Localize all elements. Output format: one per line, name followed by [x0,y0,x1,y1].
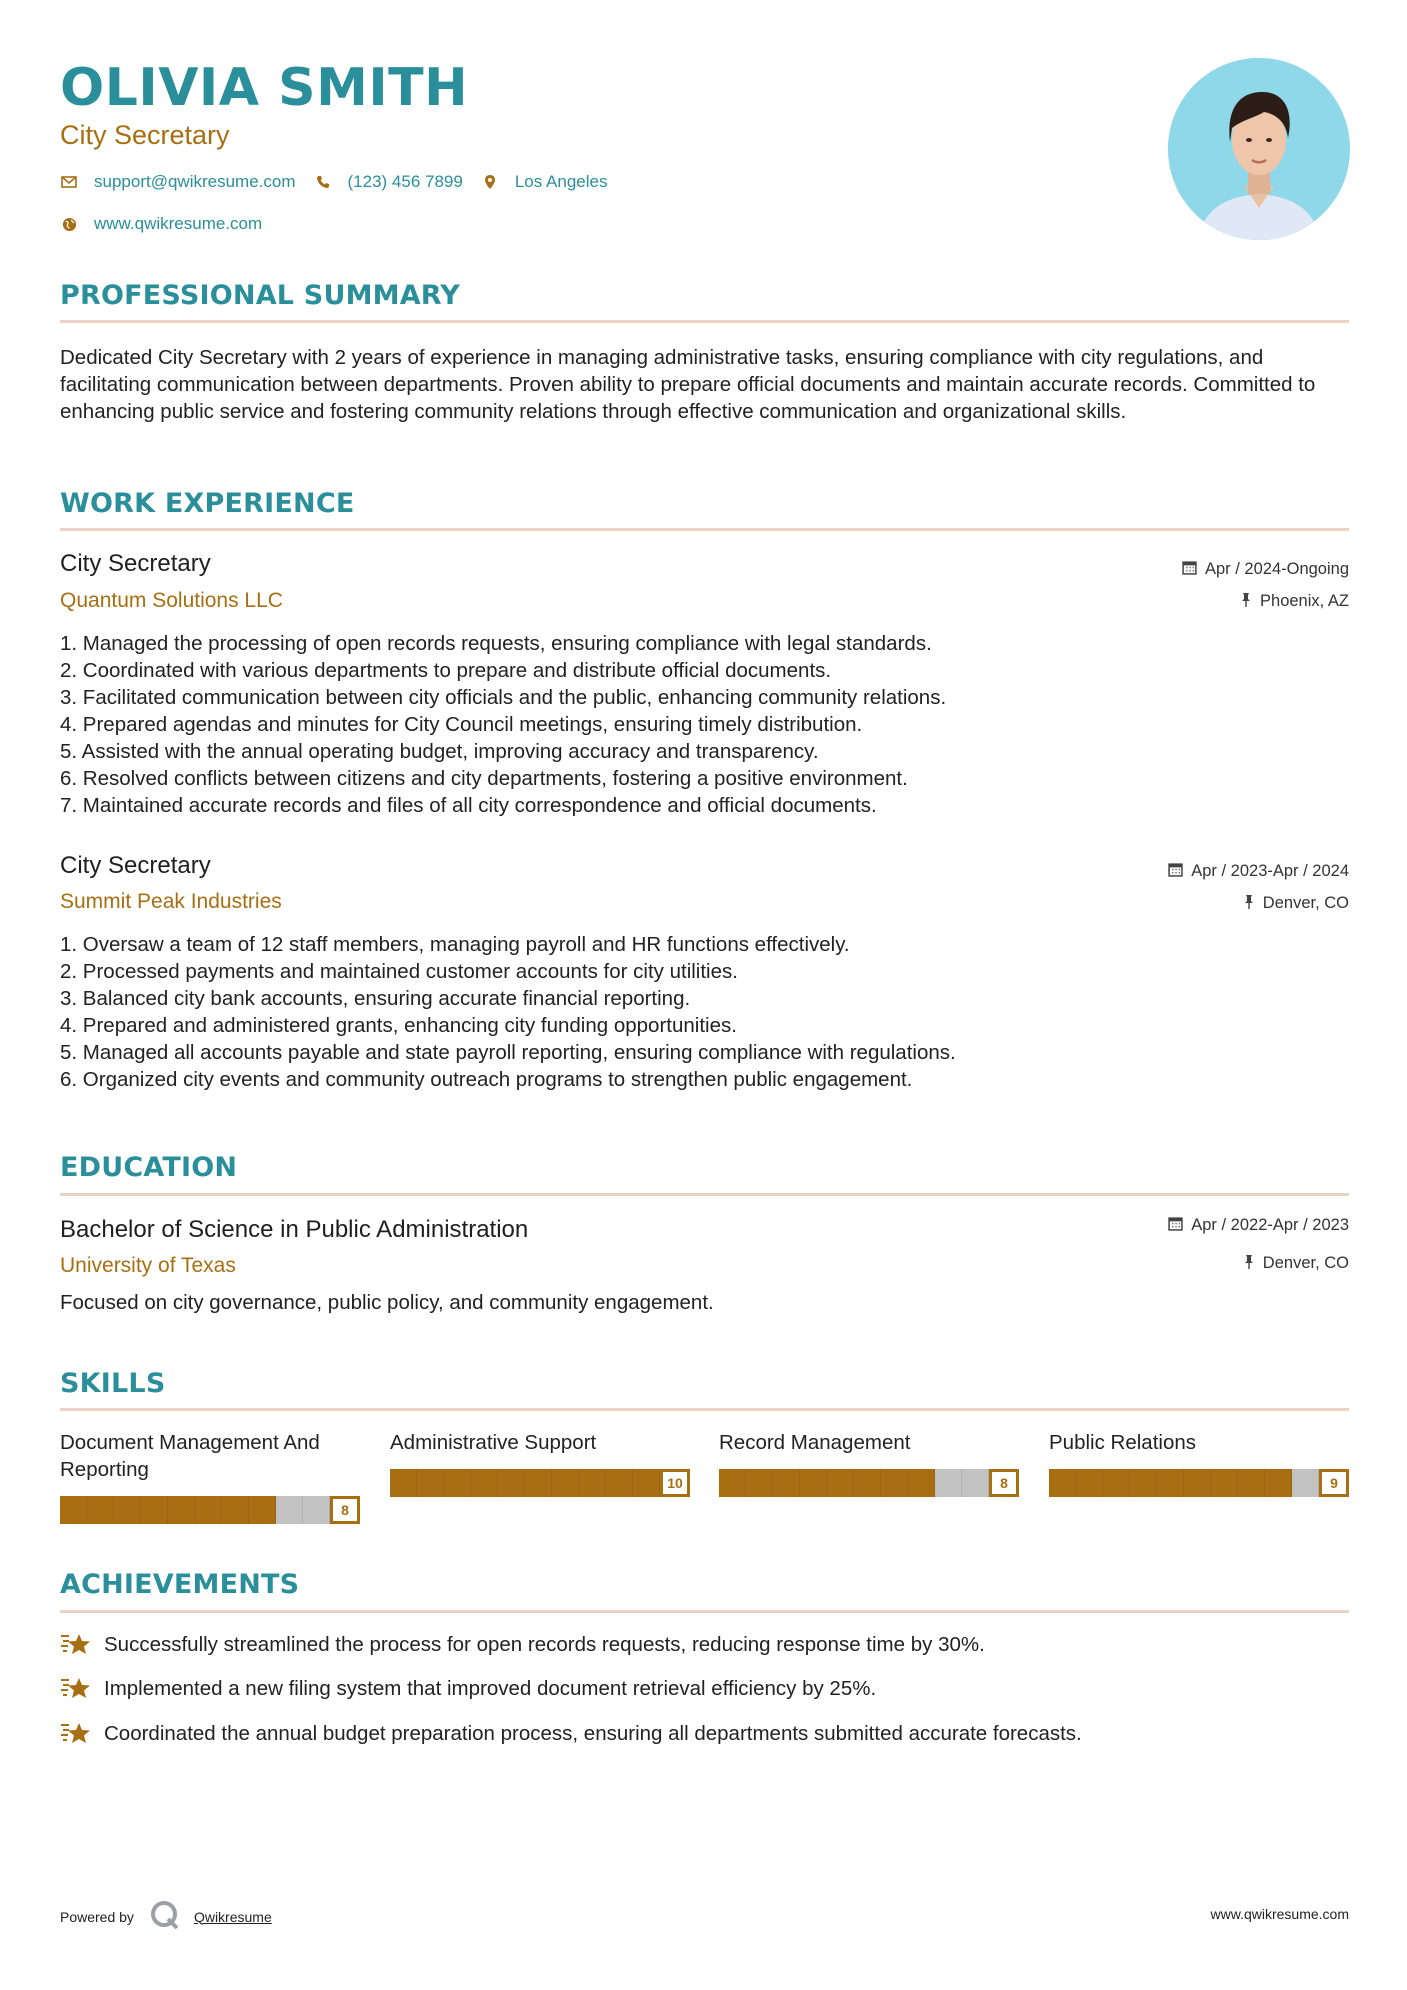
experience-divider [60,528,1349,531]
summary-text: Dedicated City Secretary with 2 years of experience in managing administrative tasks, ensuring compliance with city regulations, and facilitating communication between departments. Proven ability to prepare official documents and maintain accurate records. Committed to enhancing public service and fostering community relations through effective communication and organizational skills. [60,346,1316,423]
list-item: 5. Managed all accounts payable and state payroll reporting, ensuring compliance with regulations. [60,1041,956,1064]
calendar-icon [1168,1216,1183,1235]
skill-name: Administrative Support [390,1431,597,1454]
powered-by-label: Powered by [60,1908,134,1925]
skill-bar-segment [1292,1469,1319,1497]
phone-text: (123) 456 7899 [347,172,463,191]
skill-bar [1049,1469,1349,1497]
skill-bar-segment [417,1469,444,1497]
experience-heading: WORK EXPERIENCE [60,488,355,519]
school-name: University of Texas [60,1254,236,1277]
list-item: 2. Coordinated with various departments to prepare and distribute official documents. [60,659,832,682]
pin-icon [1243,1254,1255,1273]
footer-website[interactable]: www.qwikresume.com [1210,1906,1349,1922]
skill-bar-segment [1211,1469,1238,1497]
skill-bar-segment [746,1469,773,1497]
skill-bar-segment [908,1469,935,1497]
resume-page [60,0,1349,1990]
skill-level: 8 [330,1496,360,1524]
skill-bar-segment [276,1496,303,1524]
education-divider [60,1193,1349,1196]
job-2-dates [1168,862,1349,881]
list-item: 3. Balanced city bank accounts, ensuring accurate financial reporting. [60,987,691,1010]
job-2-title: City Secretary [60,852,211,879]
qwikresume-logo-icon [150,1900,180,1933]
skill-item [719,1429,1019,1491]
phone-icon [314,173,332,191]
skill-bar-rest [276,1496,330,1524]
website-text: www.qwikresume.com [94,214,263,233]
skill-bar-segment [800,1469,827,1497]
job-1-location-text: Phoenix, AZ [1260,592,1349,610]
job-2-location [1243,894,1349,913]
candidate-title: City Secretary [60,120,230,150]
list-item: 4. Prepared and administered grants, enhancing city funding opportunities. [60,1014,737,1037]
skill-level: 10 [660,1469,690,1497]
skill-bar-segment [498,1469,525,1497]
profile-photo [1168,58,1350,240]
skill-bar-segment [827,1469,854,1497]
summary-heading: PROFESSIONAL SUMMARY [60,280,461,311]
contact-phone[interactable] [314,172,463,192]
skill-bar-segment [854,1469,881,1497]
location-text: Los Angeles [514,172,608,191]
pin-icon [1240,592,1252,611]
skill-item [390,1429,690,1491]
job-2-company: Summit Peak Industries [60,890,282,913]
job-1-bullets [60,630,946,819]
skill-bar-segment [1157,1469,1184,1497]
skill-bar-segment [719,1469,746,1497]
contact-row-1 [60,172,625,192]
calendar-icon [1182,560,1197,579]
list-item: 4. Prepared agendas and minutes for City Council meetings, ensuring timely distribution. [60,713,863,736]
contact-row-2 [60,214,280,234]
skill-bar [719,1469,1019,1497]
achievements-divider [60,1610,1349,1613]
list-item: 6. Resolved conflicts between citizens and city departments, fostering a positive environment. [60,767,908,790]
job-1-location [1240,592,1349,611]
job-1-title: City Secretary [60,550,211,577]
candidate-name: OLIVIA SMITH [60,58,469,118]
skill-bar-segment [390,1469,417,1497]
skill-bar [390,1469,690,1497]
skill-bar-segment [87,1496,114,1524]
star-achievement-icon [60,1631,92,1659]
skill-bar-segment [962,1469,989,1497]
qwikresume-link[interactable]: Qwikresume [193,1908,272,1925]
skill-bar-segment [552,1469,579,1497]
calendar-icon [1168,862,1183,881]
star-achievement-icon [60,1675,92,1703]
job-1-company: Quantum Solutions LLC [60,589,283,612]
pin-icon [1243,894,1255,913]
education-dates-text: Apr / 2022-Apr / 2023 [1191,1216,1349,1234]
list-item: 1. Managed the processing of open records requests, ensuring compliance with legal standards. [60,632,932,655]
education-description: Focused on city governance, public policy, and community engagement. [60,1291,714,1314]
skill-bar-fill [719,1469,935,1497]
contact-location [481,172,608,192]
education-heading: EDUCATION [60,1152,238,1183]
skill-bar-segment [633,1469,660,1497]
skill-bar-segment [881,1469,908,1497]
list-item: 3. Facilitated communication between city officials and the public, enhancing community relations. [60,686,947,709]
skill-bar-segment [168,1496,195,1524]
skill-bar-rest [1292,1469,1319,1497]
job-1-dates [1182,560,1349,579]
skill-bar-fill [390,1469,660,1497]
skill-name: Public Relations [1049,1431,1196,1454]
skill-bar [60,1496,360,1524]
list-item: 5. Assisted with the annual operating budget, improving accuracy and transparency. [60,740,819,763]
skill-item [1049,1429,1349,1491]
degree-title: Bachelor of Science in Public Administration [60,1216,529,1243]
skill-bar-segment [1076,1469,1103,1497]
education-location-text: Denver, CO [1262,1254,1349,1272]
skills-divider [60,1408,1349,1411]
skill-bar-segment [606,1469,633,1497]
skill-bar-segment [249,1496,276,1524]
list-item: 7. Maintained accurate records and files of all city correspondence and official documents. [60,794,877,817]
skill-bar-segment [195,1496,222,1524]
skill-bar-segment [141,1496,168,1524]
skill-bar-segment [1238,1469,1265,1497]
achievement-text: Implemented a new filing system that improved document retrieval efficiency by 25%. [104,1677,877,1700]
job-2-bullets [60,931,956,1093]
skill-bar-segment [1130,1469,1157,1497]
list-item: 2. Processed payments and maintained customer accounts for city utilities. [60,960,738,983]
skill-bar-segment [114,1496,141,1524]
skills-heading: SKILLS [60,1368,166,1399]
globe-icon [60,215,78,233]
achievement-text: Successfully streamlined the process for open records requests, reducing response time by 30%. [104,1633,985,1656]
skill-name: Document Management And Reporting [60,1431,320,1481]
achievements-heading: ACHIEVEMENTS [60,1569,300,1600]
education-location [1243,1254,1349,1273]
skill-bar-segment [1265,1469,1292,1497]
skill-bar-segment [1184,1469,1211,1497]
skill-bar-segment [444,1469,471,1497]
achievement-item [60,1631,985,1659]
job-2-dates-text: Apr / 2023-Apr / 2024 [1191,862,1349,880]
skill-bar-segment [525,1469,552,1497]
achievement-item [60,1675,876,1703]
email-text: support@qwikresume.com [94,172,296,191]
skill-bar-segment [1103,1469,1130,1497]
skill-name: Record Management [719,1431,911,1454]
star-achievement-icon [60,1720,92,1748]
skill-bar-segment [471,1469,498,1497]
skill-bar-segment [303,1496,330,1524]
skill-item [60,1429,360,1518]
job-1-dates-text: Apr / 2024-Ongoing [1204,560,1349,578]
skill-bar-segment [1049,1469,1076,1497]
skill-level: 9 [1319,1469,1349,1497]
list-item: 1. Oversaw a team of 12 staff members, managing payroll and HR functions effectively. [60,933,850,956]
achievement-text: Coordinated the annual budget preparation process, ensuring all departments submitted accurate forecasts. [104,1722,1082,1745]
list-item: 6. Organized city events and community outreach programs to strengthen public engagement. [60,1068,913,1091]
job-2-location-text: Denver, CO [1262,894,1349,912]
summary-divider [60,320,1349,323]
skill-level: 8 [989,1469,1019,1497]
map-pin-icon [481,173,499,191]
footer-powered-by [60,1900,272,1933]
skill-bar-segment [935,1469,962,1497]
skill-bar-segment [773,1469,800,1497]
achievement-item [60,1720,1082,1748]
skill-bar-segment [60,1496,87,1524]
skill-bar-fill [60,1496,276,1524]
contact-email[interactable] [60,172,296,192]
skill-bar-segment [579,1469,606,1497]
envelope-icon [60,173,78,191]
skill-bar-fill [1049,1469,1292,1497]
education-dates [1168,1216,1349,1235]
contact-website[interactable] [60,214,262,234]
skill-bar-rest [935,1469,989,1497]
skill-bar-segment [222,1496,249,1524]
